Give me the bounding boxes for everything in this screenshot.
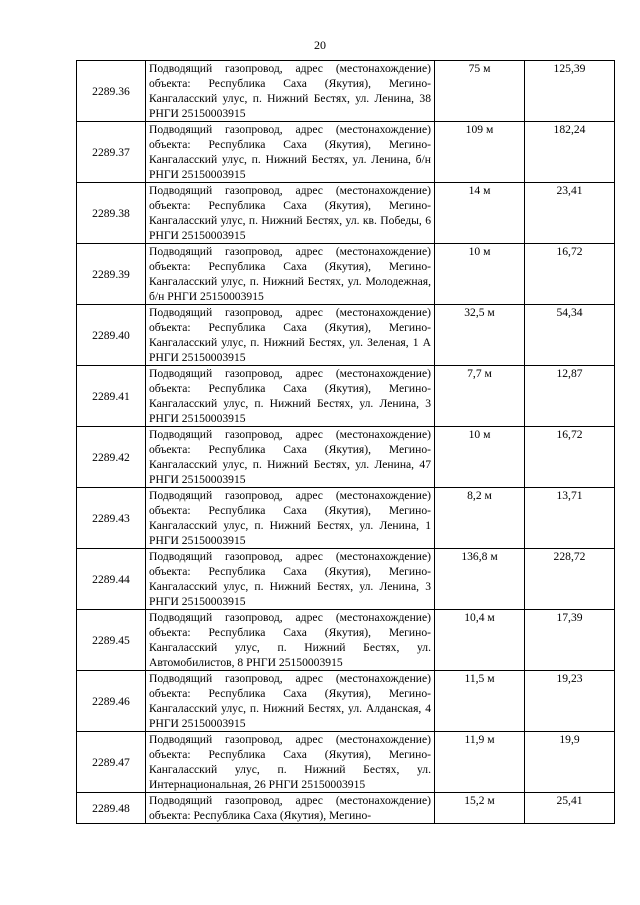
page-number: 20 bbox=[314, 38, 326, 52]
table-row bbox=[77, 793, 615, 824]
length-cell: 10 м bbox=[435, 427, 525, 488]
table-row bbox=[77, 671, 615, 732]
object-description-cell bbox=[146, 732, 435, 793]
object-description-cell bbox=[146, 305, 435, 366]
object-description-cell bbox=[146, 183, 435, 244]
row-number-cell: 2289.37 bbox=[77, 122, 146, 183]
object-description-text: Подводящий газопровод, адрес (местонахождение) объекта: Республика Саха (Якутия), Мегино-Кангаласский улус, п. Нижний Бестях, ул. Ленина, 3 РНГИ 25150003915 bbox=[149, 550, 431, 608]
object-description-cell bbox=[146, 610, 435, 671]
object-description-cell bbox=[146, 122, 435, 183]
row-number-cell: 2289.47 bbox=[77, 732, 146, 793]
value-cell: 125,39 bbox=[525, 61, 615, 122]
object-description-cell bbox=[146, 793, 435, 824]
row-number-cell: 2289.38 bbox=[77, 183, 146, 244]
row-number-cell: 2289.44 bbox=[77, 549, 146, 610]
value-cell: 16,72 bbox=[525, 244, 615, 305]
registry-table bbox=[76, 60, 615, 824]
value-cell: 16,72 bbox=[525, 427, 615, 488]
value-cell: 17,39 bbox=[525, 610, 615, 671]
object-description-text: Подводящий газопровод, адрес (местонахождение) объекта: Республика Саха (Якутия), Мегино-Кангаласский улус, п. Нижний Бестях, ул. Алданская, 4 РНГИ 25150003915 bbox=[149, 672, 431, 730]
length-cell: 11,5 м bbox=[435, 671, 525, 732]
table-row bbox=[77, 549, 615, 610]
object-description-text: Подводящий газопровод, адрес (местонахождение) объекта: Республика Саха (Якутия), Мегино-Кангаласский улус, п. Нижний Бестях, ул. Ленина, 47 РНГИ 25150003915 bbox=[149, 428, 431, 486]
length-cell: 10 м bbox=[435, 244, 525, 305]
length-cell: 32,5 м bbox=[435, 305, 525, 366]
table-row bbox=[77, 244, 615, 305]
object-description-cell bbox=[146, 671, 435, 732]
value-cell: 23,41 bbox=[525, 183, 615, 244]
length-cell: 11,9 м bbox=[435, 732, 525, 793]
table-row bbox=[77, 122, 615, 183]
value-cell: 12,87 bbox=[525, 366, 615, 427]
object-description-text: Подводящий газопровод, адрес (местонахождение) объекта: Республика Саха (Якутия), Мегино-Кангаласский улус, п. Нижний Бестях, ул. Ленина, 38 РНГИ 25150003915 bbox=[149, 62, 431, 120]
length-cell: 109 м bbox=[435, 122, 525, 183]
object-description-text: Подводящий газопровод, адрес (местонахождение) объекта: Республика Саха (Якутия), Мегино-Кангаласский улус, п. Нижний Бестях, ул. Ленина, б/н РНГИ 25150003915 bbox=[149, 123, 431, 181]
row-number-cell: 2289.46 bbox=[77, 671, 146, 732]
row-number-cell: 2289.48 bbox=[77, 793, 146, 824]
table-row bbox=[77, 366, 615, 427]
row-number-cell: 2289.42 bbox=[77, 427, 146, 488]
length-cell: 8,2 м bbox=[435, 488, 525, 549]
length-cell: 136,8 м bbox=[435, 549, 525, 610]
object-description-text: Подводящий газопровод, адрес (местонахождение) объекта: Республика Саха (Якутия), Мегино-Кангаласский улус, п. Нижний Бестях, ул. кв. Победы, 6 РНГИ 25150003915 bbox=[149, 184, 431, 242]
object-description-text: Подводящий газопровод, адрес (местонахождение) объекта: Республика Саха (Якутия), Мегино-Кангаласский улус, п. Нижний Бестях, ул. Ленина, 3 РНГИ 25150003915 bbox=[149, 367, 431, 425]
value-cell: 228,72 bbox=[525, 549, 615, 610]
table-row bbox=[77, 183, 615, 244]
length-cell: 10,4 м bbox=[435, 610, 525, 671]
table-row bbox=[77, 427, 615, 488]
row-number-cell: 2289.39 bbox=[77, 244, 146, 305]
object-description-text: Подводящий газопровод, адрес (местонахождение) объекта: Республика Саха (Якутия), Мегино-Кангаласский улус, п. Нижний Бестях, ул. Ленина, 1 РНГИ 25150003915 bbox=[149, 489, 431, 547]
length-cell: 14 м bbox=[435, 183, 525, 244]
length-cell: 7,7 м bbox=[435, 366, 525, 427]
object-description-cell bbox=[146, 549, 435, 610]
row-number-cell: 2289.41 bbox=[77, 366, 146, 427]
object-description-cell bbox=[146, 427, 435, 488]
length-cell: 75 м bbox=[435, 61, 525, 122]
object-description-cell bbox=[146, 61, 435, 122]
row-number-cell: 2289.36 bbox=[77, 61, 146, 122]
row-number-cell: 2289.43 bbox=[77, 488, 146, 549]
object-description-cell bbox=[146, 488, 435, 549]
table-row bbox=[77, 61, 615, 122]
value-cell: 13,71 bbox=[525, 488, 615, 549]
value-cell: 25,41 bbox=[525, 793, 615, 824]
value-cell: 54,34 bbox=[525, 305, 615, 366]
row-number-cell: 2289.45 bbox=[77, 610, 146, 671]
registry-table-body bbox=[77, 61, 615, 824]
table-row bbox=[77, 732, 615, 793]
value-cell: 182,24 bbox=[525, 122, 615, 183]
length-cell: 15,2 м bbox=[435, 793, 525, 824]
value-cell: 19,9 bbox=[525, 732, 615, 793]
table-row bbox=[77, 610, 615, 671]
object-description-text: Подводящий газопровод, адрес (местонахождение) объекта: Республика Саха (Якутия), Мегино-Кангаласский улус, п. Нижний Бестях, ул. Автомобилистов, 8 РНГИ 25150003915 bbox=[149, 611, 431, 669]
value-cell: 19,23 bbox=[525, 671, 615, 732]
table-row bbox=[77, 305, 615, 366]
object-description-text: Подводящий газопровод, адрес (местонахождение) объекта: Республика Саха (Якутия), Мегино-Кангаласский улус, п. Нижний Бестях, ул. Интернациональная, 26 РНГИ 25150003915 bbox=[149, 733, 431, 791]
object-description-text: Подводящий газопровод, адрес (местонахождение) объекта: Республика Саха (Якутия), Мегино- bbox=[149, 794, 431, 822]
row-number-cell: 2289.40 bbox=[77, 305, 146, 366]
object-description-text: Подводящий газопровод, адрес (местонахождение) объекта: Республика Саха (Якутия), Мегино-Кангаласский улус, п. Нижний Бестях, ул. Зеленая, 1 А РНГИ 25150003915 bbox=[149, 306, 431, 364]
object-description-text: Подводящий газопровод, адрес (местонахождение) объекта: Республика Саха (Якутия), Мегино-Кангаласский улус, п. Нижний Бестях, ул. Молодежная, б/н РНГИ 25150003915 bbox=[149, 245, 431, 303]
table-row bbox=[77, 488, 615, 549]
object-description-cell bbox=[146, 244, 435, 305]
object-description-cell bbox=[146, 366, 435, 427]
